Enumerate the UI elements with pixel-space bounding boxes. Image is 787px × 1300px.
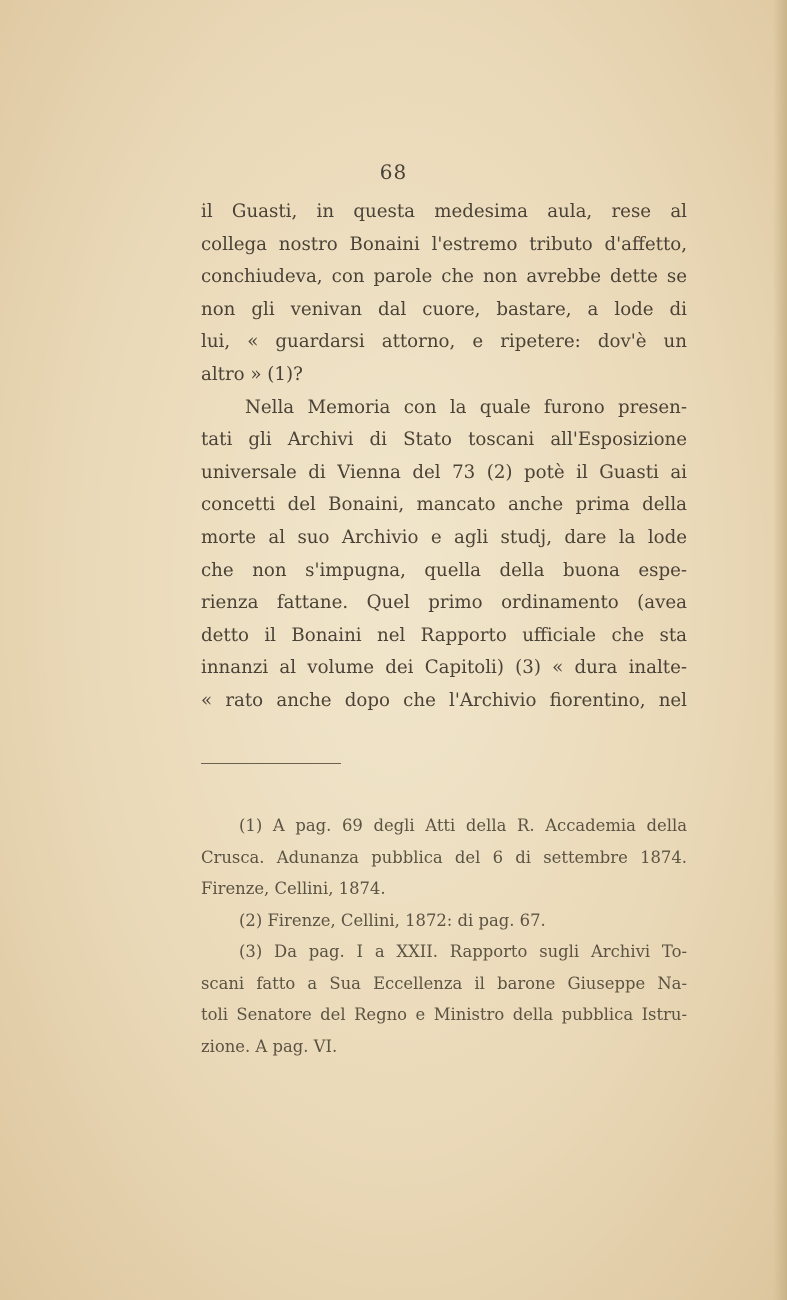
footnotes [201, 810, 687, 1062]
footnote-2 [201, 905, 687, 937]
text-line: il Guasti, in questa medesima aula, rese al [201, 201, 687, 222]
footnote-line: zione. A pag. VI. [201, 1036, 338, 1056]
footnote-line: Crusca. Adunanza pubblica del 6 di settembre 1874. [201, 847, 687, 867]
text-line: universale di Vienna del 73 (2) potè il Guasti ai [201, 461, 687, 483]
text-line: collega nostro Bonaini l'estremo tributo d'affetto, [201, 233, 687, 255]
text-line: che non s'impugna, quella della buona espe- [201, 559, 687, 581]
text-line: altro » (1)? [201, 363, 303, 385]
text-line: rienza fattane. Quel primo ordinamento (avea [201, 592, 687, 614]
text-line: Nella Memoria con la quale furono presen- [245, 396, 687, 418]
text-line: concetti del Bonaini, mancato anche prima della [201, 494, 687, 516]
footnote-line: (3) Da pag. I a XXII. Rapporto sugli Archivi To- [239, 942, 687, 961]
footnote-line: (1) A pag. 69 degli Atti della R. Accademia della [239, 816, 687, 835]
footnote-line: (2) Firenze, Cellini, 1872: di pag. 67. [239, 910, 546, 930]
text-line: non gli venivan dal cuore, bastare, a lode di [201, 298, 687, 320]
page-edge-shadow [773, 0, 787, 1300]
footnote-1 [201, 810, 687, 905]
footnote-marker: (2) [239, 910, 263, 930]
footnote-line: scani fatto a Sua Eccellenza il barone Giuseppe Na- [201, 973, 687, 993]
footnote-marker: (1) [239, 816, 263, 835]
footnote-marker: (3) [239, 942, 263, 961]
page-number: 68 [379, 160, 408, 184]
text-line: conchiudeva, con parole che non avrebbe dette se [201, 266, 687, 288]
footnote-separator [201, 763, 341, 764]
footnote-line: Firenze, Cellini, 1874. [201, 879, 386, 898]
text-line: innanzi al volume dei Capitoli) (3) « dura inalte- [201, 657, 687, 679]
text-line: detto il Bonaini nel Rapporto ufficiale che sta [201, 624, 687, 646]
main-text [201, 196, 687, 718]
text-line: morte al suo Archivio e agli studj, dare la lode [201, 526, 687, 548]
footnote-line: toli Senatore del Regno e Ministro della pubblica Istru- [201, 1005, 687, 1024]
text-line: lui, « guardarsi attorno, e ripetere: dov'è un [201, 331, 687, 353]
footnote-3 [201, 936, 687, 1062]
text-line: « rato anche dopo che l'Archivio fiorentino, nel [201, 689, 687, 711]
text-line: tati gli Archivi di Stato toscani all'Esposizione [201, 429, 687, 451]
